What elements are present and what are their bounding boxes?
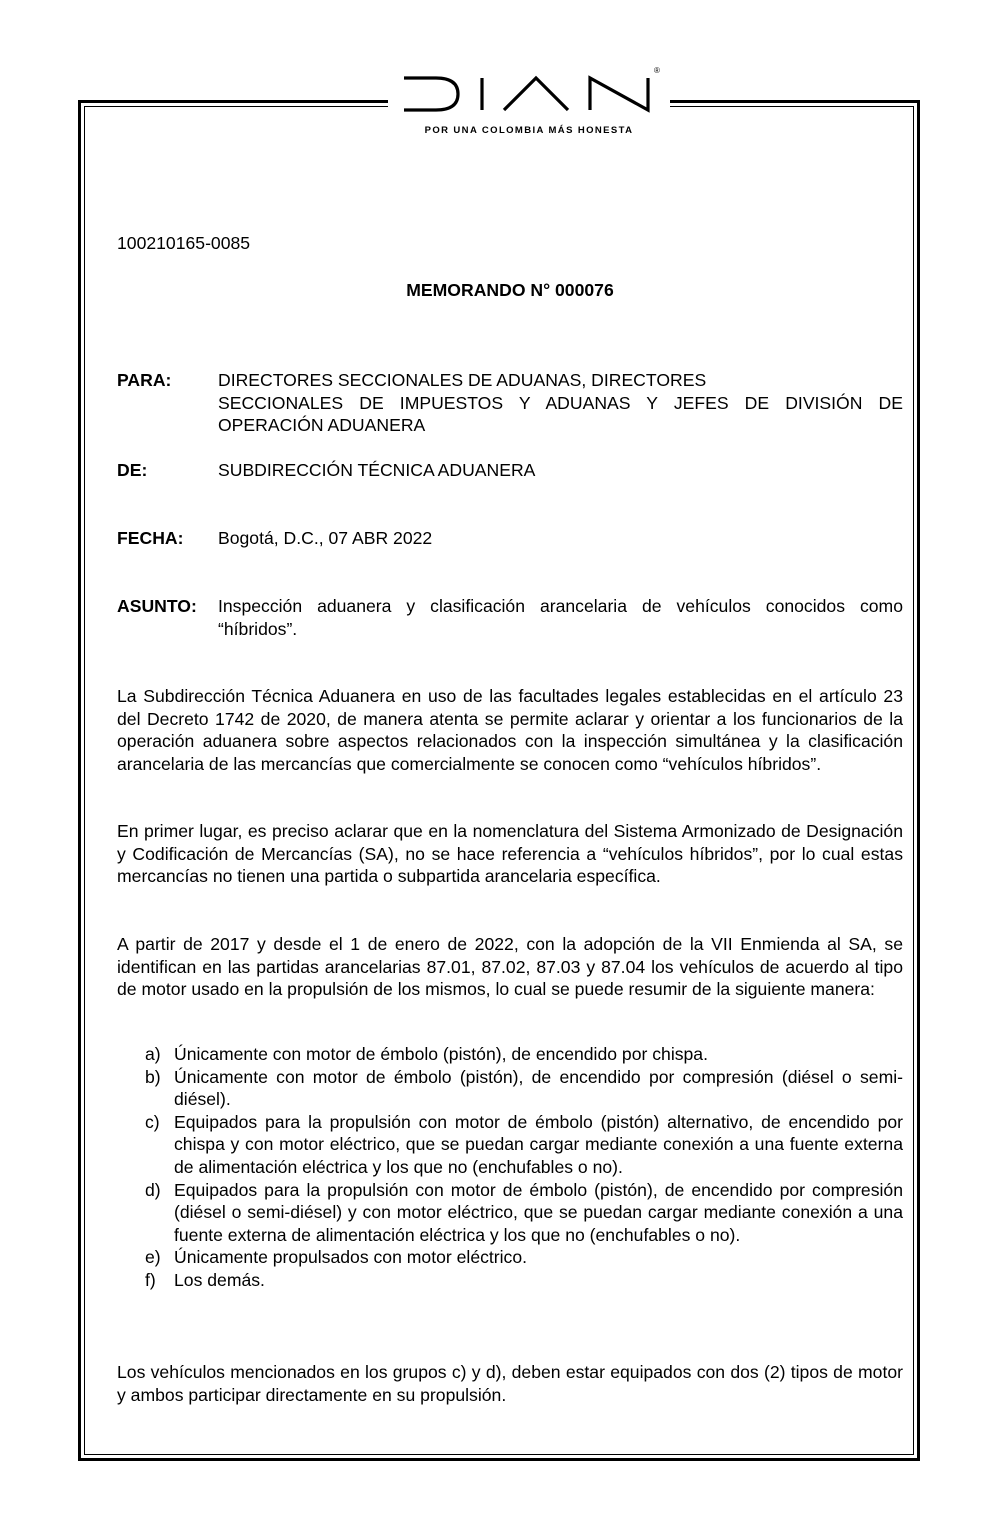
list-item-text: Los demás. [174,1269,265,1290]
registered-mark: ® [654,66,660,75]
motor-type-list [117,1043,903,1292]
list-item-text: Únicamente con motor de émbolo (pistón), de encendido por chispa. [174,1044,708,1064]
list-item-marker: b) [145,1066,161,1087]
list-item-text: Equipados para la propulsión con motor de émbolo (pistón) alternativo, de encendido por chispa y con motor eléctrico, que se puedan cargar mediante conexión a una fuente externa de alimentación eléctrica y los que no (enchufables o no). [174,1111,903,1177]
list-item-marker: c) [145,1111,160,1132]
field-de-value: SUBDIRECCIÓN TÉCNICA ADUANERA [218,460,536,480]
list-item [117,1246,903,1269]
field-asunto-value: Inspección aduanera y clasificación arancelaria de vehículos conocidos como “híbridos”. [218,596,903,639]
logo-tagline: POR UNA COLOMBIA MÁS HONESTA [424,125,634,136]
body-paragraph-3: A partir de 2017 y desde el 1 de enero de 2022, con la adopción de la VII Enmienda al SA, se identifican en las partidas arancelarias 87.01, 87.02, 87.03 y 87.04 los vehículos de acuerdo al tipo de motor usado en la propulsión de los mismos, lo cual se puede resumir de la siguiente manera: [117,934,903,1000]
list-item-marker: d) [145,1179,161,1200]
dian-logo-wordmark [400,68,652,118]
list-item [117,1066,903,1111]
list-item [117,1043,903,1066]
field-para-value-rest: SECCIONALES DE IMPUESTOS Y ADUANAS Y JEFES DE DIVISIÓN DE OPERACIÓN ADUANERA [218,392,903,436]
field-para-value-line1: DIRECTORES SECCIONALES DE ADUANAS, DIRECTORES [218,370,707,390]
field-para-value [218,369,903,437]
list-item-marker: a) [145,1044,161,1064]
field-de-label: DE: [117,460,148,480]
body-paragraph-1: La Subdirección Técnica Aduanera en uso de las facultades legales establecidas en el artículo 23 del Decreto 1742 de 2020, de manera atenta se permite aclarar y orientar a los funcionarios de la operación aduanera sobre aspectos relacionados con la inspección simultánea y la clasificación arancelaria de las mercancías que comercialmente se conocen como “vehículos híbridos”. [117,686,903,774]
list-item-text: Equipados para la propulsión con motor de émbolo (pistón), de encendido por compresión (diésel o semi-diésel) y con motor eléctrico, que se puedan cargar mediante conexión a una fuente externa de alimentación eléctrica y los que no (enchufables o no). [174,1179,903,1245]
memo-title: MEMORANDO N° 000076 [406,280,614,300]
body-paragraph-2: En primer lugar, es preciso aclarar que en la nomenclatura del Sistema Armonizado de Designación y Codificación de Mercancías (SA), no se hace referencia a “vehículos híbridos”, por lo cual estas mercancías no tienen una partida o subpartida arancelaria específica. [117,821,903,887]
memo-reference-number: 100210165-0085 [117,233,251,253]
field-asunto-label: ASUNTO: [117,596,197,616]
dian-logo [388,64,670,140]
list-item-marker: e) [145,1247,161,1268]
list-item-marker: f) [145,1269,156,1290]
list-item-text: Únicamente propulsados con motor eléctrico. [174,1247,528,1268]
list-item [117,1179,903,1247]
list-item [117,1269,903,1292]
list-item [117,1111,903,1179]
body-paragraph-4: Los vehículos mencionados en los grupos c) y d), deben estar equipados con dos (2) tipos de motor y ambos participar directamente en su propulsión. [117,1362,903,1405]
list-item-text: Únicamente con motor de émbolo (pistón), de encendido por compresión (diésel o semi-diésel). [174,1066,903,1110]
field-fecha-value: Bogotá, D.C., 07 ABR 2022 [218,528,433,548]
field-fecha-label: FECHA: [117,528,184,548]
field-para-label: PARA: [117,370,172,390]
